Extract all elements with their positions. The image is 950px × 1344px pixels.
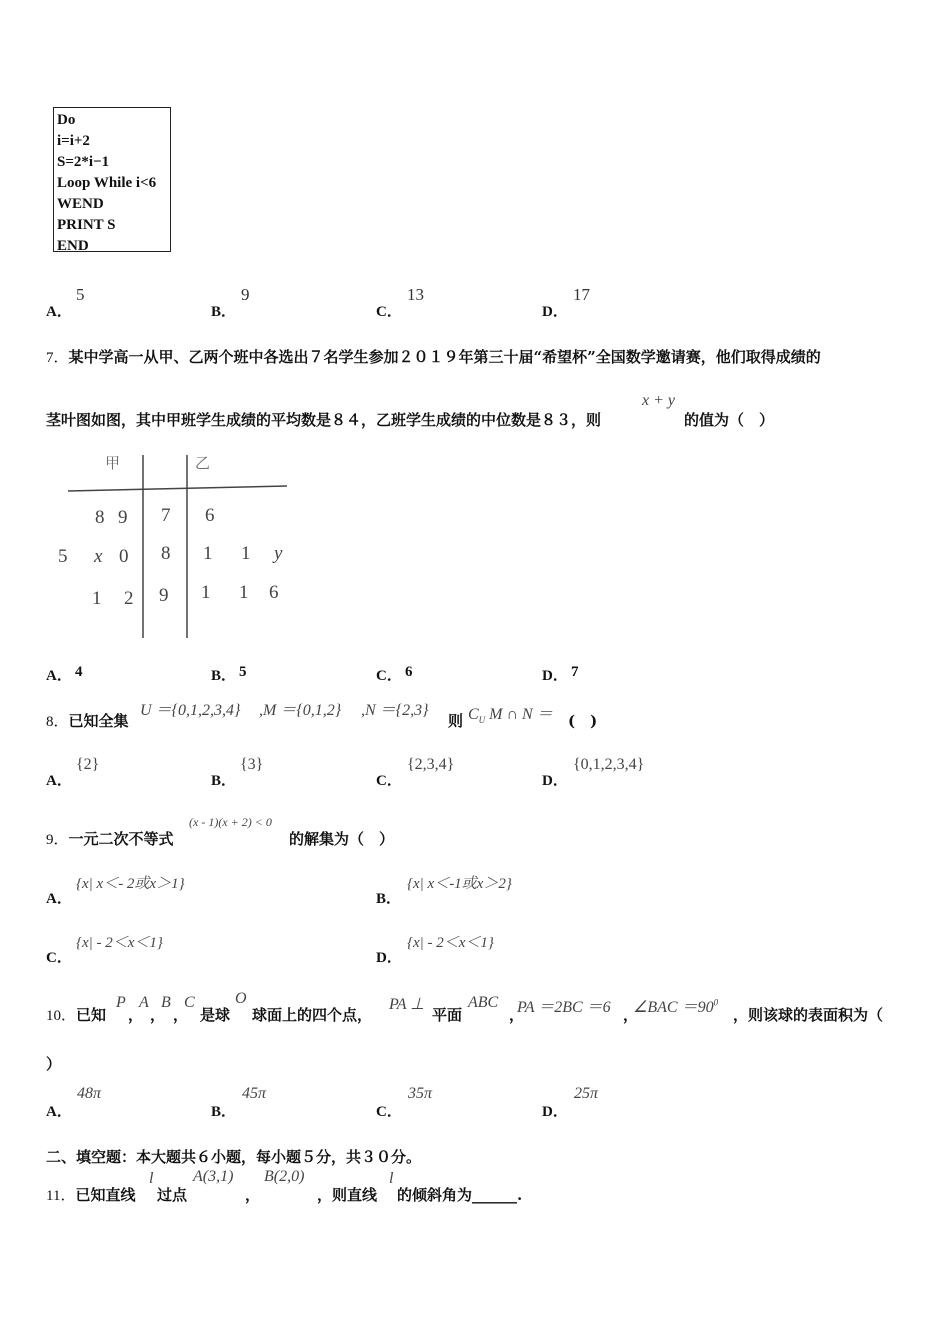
q10-text2: 是球 (200, 1006, 231, 1024)
q9-option-a-value: {x| x＜- 2或x＞1} (76, 876, 185, 892)
q11-number: 11． (46, 1188, 76, 1204)
q7-option-b-label: B． (211, 668, 237, 684)
q10-option-c-value: 35π (408, 1085, 433, 1102)
q10-text5: ，则该球的表面积为（ (733, 1006, 884, 1024)
q8-option-a-label: A． (46, 773, 72, 789)
code-line: WEND (57, 196, 104, 212)
stem-leaf-left: 2 (124, 588, 134, 609)
q9-option-b-label: B． (376, 891, 402, 907)
q6-option-d-value: 17 (573, 285, 590, 304)
q10-option-c-label: C． (376, 1104, 402, 1120)
q9-text1: 一元二次不等式 (68, 830, 174, 848)
q10-comma: ， (150, 1006, 166, 1024)
section-2-title: 二、填空题：本大题共６小题，每小题５分，共３０分。 (46, 1148, 422, 1166)
q10-comma: ， (509, 1006, 525, 1024)
q7-option-b-value: 5 (239, 664, 247, 680)
q11-text3: ，则直线 (317, 1186, 378, 1204)
q6-option-a-value: 5 (76, 285, 85, 304)
stem-leaf-left: 0 (119, 546, 129, 567)
q9-option-d-value: {x| - 2＜x＜1} (407, 935, 494, 951)
q10-option-a-value: 48π (77, 1085, 102, 1102)
q9-option-c-value: {x| - 2＜x＜1} (76, 935, 163, 951)
q8-option-c-value: {2,3,4} (407, 756, 455, 773)
q10-option-d-value: 25π (574, 1085, 599, 1102)
q7-line1 (46, 346, 821, 367)
q6-option-d-label: D． (542, 304, 568, 320)
q9-inequality: (x - 1)(x + 2) < 0 (189, 815, 272, 829)
code-line: i=i+2 (57, 133, 90, 149)
q8-option-d-value: {0,1,2,3,4} (573, 756, 645, 773)
q6-option-b-value: 9 (241, 285, 250, 304)
q10-text1: 已知 (76, 1006, 107, 1024)
stem-leaf-left: 8 (95, 507, 105, 528)
q10-number: 10． (46, 1008, 77, 1024)
q6-option-c-value: 13 (407, 285, 424, 304)
q7-text-line2a: 茎叶图如图，其中甲班学生成绩的平均数是８４，乙班学生成绩的中位数是８３，则 (46, 411, 602, 429)
code-line: PRINT S (57, 217, 116, 233)
code-line: END (57, 238, 89, 254)
q10-point-p: P (116, 994, 126, 1011)
q9-number: 9． (46, 832, 69, 848)
q10-plane-abc: ABC (468, 994, 499, 1011)
stem-leaf-left: 9 (118, 507, 128, 528)
q8-number: 8． (46, 714, 69, 730)
q8-option-b-value: {3} (240, 756, 264, 773)
stem-leaf-lines (55, 450, 295, 645)
q7-option-a-label: A． (46, 668, 72, 684)
q8-option-b-label: B． (211, 773, 237, 789)
q9-option-a-label: A． (46, 891, 72, 907)
q9-option-c-label: C． (46, 950, 72, 966)
q7-option-c-value: 6 (405, 664, 413, 680)
q10-perpendicular: PA ⊥ (389, 996, 425, 1013)
q10-angle-expr: ∠BAC ＝90 (633, 999, 714, 1016)
q11-comma: ， (245, 1186, 261, 1204)
q10-text3: 球面上的四个点， (252, 1006, 373, 1024)
q7-line2 (46, 409, 601, 430)
q10-text6: ） (46, 1055, 62, 1073)
code-line: Loop While i<6 (57, 175, 157, 191)
q7-number: 7． (46, 350, 69, 366)
q8-set-m: ,M ＝{0,1,2} (259, 702, 342, 719)
stem-header-left: 甲 (105, 456, 121, 472)
q7-option-d-value: 7 (571, 664, 579, 680)
q8-text2: 则 (448, 712, 464, 730)
stem-value: 7 (161, 505, 171, 526)
q7-text-line2b: 的值为（ ） (684, 411, 775, 429)
stem-value: 8 (161, 543, 171, 564)
stem-leaf-right: 1 (203, 543, 213, 564)
q11-text2: 过点 (157, 1186, 188, 1204)
q8-stem-start (46, 710, 129, 731)
q10-condition: PA ＝2BC ＝6 (517, 999, 611, 1016)
q8-option-d-label: D． (542, 773, 568, 789)
q8-text3: ( ) (568, 712, 598, 730)
code-line: S=2*i−1 (57, 154, 110, 170)
stem-leaf-left: x (94, 546, 103, 567)
q10-degree: 0 (713, 997, 719, 1008)
q6-option-a-label: A． (46, 304, 72, 320)
q11-line-l: l (389, 1170, 394, 1187)
q10-option-b-label: B． (211, 1104, 237, 1120)
q8-set-u: U ＝{0,1,2,3,4} (140, 702, 241, 719)
q8-complement-c: C (468, 706, 479, 723)
q7-expression: x + y (642, 392, 675, 409)
q7-option-a-value: 4 (75, 664, 83, 680)
q11-text4: 的倾斜角为______. (397, 1186, 523, 1204)
stem-leaf-right: 1 (201, 582, 211, 603)
q8-set-n: ,N ＝{2,3} (361, 702, 429, 719)
q10-point-c: C (184, 994, 195, 1011)
q10-angle (633, 994, 718, 1017)
q8-text1: 已知全集 (68, 712, 129, 730)
q8-complement-sub: U (478, 715, 486, 726)
stem-value: 9 (159, 585, 169, 606)
stem-leaf-plot (55, 450, 295, 645)
q9-stem-start (46, 828, 174, 849)
q11-point-b: B(2,0) (264, 1168, 305, 1185)
q8-complement (468, 701, 553, 725)
stem-leaf-right: 1 (241, 543, 251, 564)
q7-text-line1: 某中学高一从甲、乙两个班中各选出７名学生参加２０１９年第三十届“希望杯”全国数学邀请赛，他们取得成绩的 (68, 348, 821, 366)
q8-complement-expr: M ∩ N ＝ (489, 706, 553, 723)
q11-stem-start (46, 1184, 135, 1205)
q9-text2: 的解集为（ ） (289, 830, 395, 848)
q10-point-a: A (139, 994, 149, 1011)
q11-line-l: l (149, 1170, 154, 1187)
q10-point-b: B (161, 994, 171, 1011)
q9-option-b-value: {x| x＜-1或x＞2} (407, 876, 512, 892)
q10-option-d-label: D． (542, 1104, 568, 1120)
stem-leaf-right: 6 (269, 582, 279, 603)
stem-leaf-right: y (274, 543, 283, 564)
stem-leaf-left: 1 (92, 588, 102, 609)
q10-comma: ， (128, 1006, 144, 1024)
stem-leaf-right: 1 (239, 582, 249, 603)
q10-text4: 平面 (432, 1006, 463, 1024)
stem-header-right: 乙 (195, 456, 211, 472)
stem-leaf-right: 6 (205, 505, 215, 526)
q10-option-b-value: 45π (242, 1085, 267, 1102)
q6-option-b-label: B． (211, 304, 237, 320)
q10-comma: ， (623, 1006, 639, 1024)
q10-option-a-label: A． (46, 1104, 72, 1120)
q7-option-c-label: C． (376, 668, 402, 684)
q6-option-c-label: C． (376, 304, 402, 320)
code-box (53, 107, 171, 252)
q8-option-a-value: {2} (76, 756, 100, 773)
q11-text1: 已知直线 (75, 1186, 136, 1204)
q11-point-a: A(3,1) (193, 1168, 234, 1185)
stem-leaf-left: 5 (58, 546, 68, 567)
q10-comma: ， (173, 1006, 189, 1024)
q9-option-d-label: D． (376, 950, 402, 966)
q7-option-d-label: D． (542, 668, 568, 684)
q8-option-c-label: C． (376, 773, 402, 789)
code-line: Do (57, 112, 76, 128)
q10-point-o: O (235, 990, 247, 1007)
q10-stem-start (46, 1004, 106, 1025)
